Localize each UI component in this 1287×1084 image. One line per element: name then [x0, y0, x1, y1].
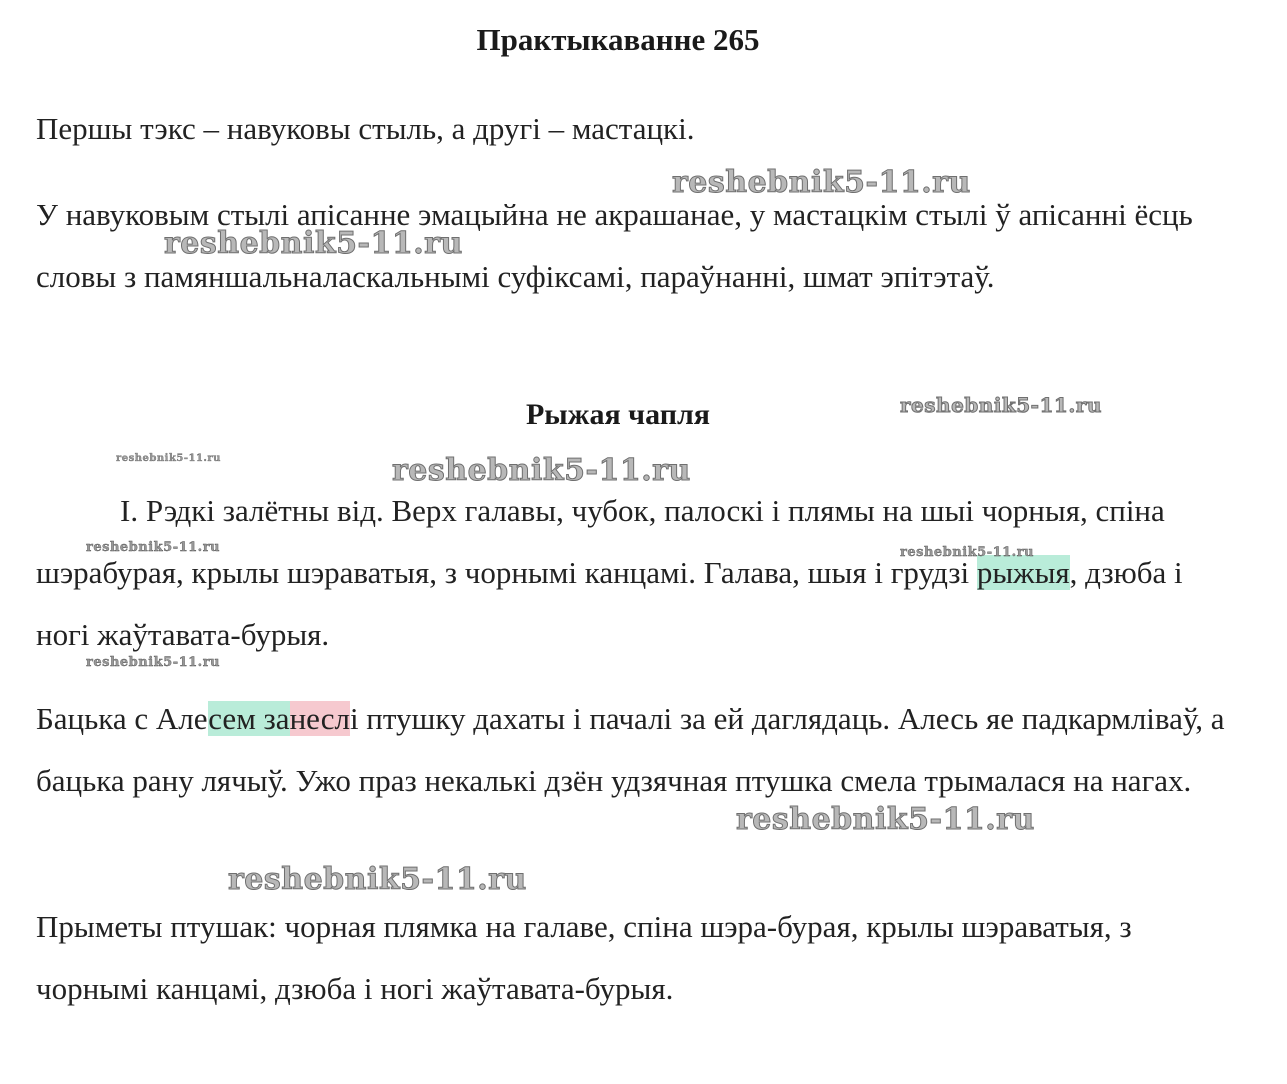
watermark-logo: reshebnik5-11.ru: [86, 655, 221, 670]
paragraph-bird-features: Прыметы птушак: чорная плямка на галаве, спіна шэра-бурая, крылы шэраватыя, з чорнымі канцамі, дзюба і ногі жаўтавата-бурыя.: [36, 909, 1132, 1006]
page-title: Практыкаванне 265: [476, 22, 760, 57]
story-part2: і птушку дахаты і пачалі за ей даглядаць. Алесь яе падкармліваў, а бацька рану лячыў. Ужо праз некалькі дзён удзячная птушка смела трымалася на нагах.: [36, 701, 1225, 798]
watermark-logo: reshebnik5-11.ru: [672, 165, 971, 200]
watermark-logo: reshebnik5-11.ru: [900, 393, 1102, 417]
paragraph-style-comparison: У навуковым стылі апісанне эмацыйна не акрашанае, у мастацкім стылі ў апісанні ёсць словы з памяншальналаскальнымі суфіксамі, параўнанні, шмат эпітэтаў.: [36, 197, 1193, 294]
highlighted-word: рыжыя: [976, 555, 1070, 590]
paragraph-heron-description: [36, 480, 1236, 666]
watermark-logo: reshebnik5-11.ru: [86, 540, 221, 555]
paragraph-style-intro: Першы тэкс – навуковы стыль, а другі – мастацкі.: [36, 111, 695, 146]
watermark-logo: reshebnik5-11.ru: [736, 802, 1035, 837]
highlighted-green-fragment: сем за: [208, 701, 290, 736]
watermark-logo: reshebnik5-11.ru: [228, 862, 527, 897]
watermark-logo: reshebnik5-11.ru: [116, 453, 221, 464]
text-subtitle: Рыжая чапля: [525, 398, 711, 431]
story-part1: Бацька с Але: [36, 701, 209, 736]
watermark-logo: reshebnik5-11.ru: [164, 226, 463, 261]
heron-description-part2: , дзюба і ногі жаўтавата-бурыя.: [36, 555, 1183, 652]
heron-description-part1: І. Рэдкі залётны від. Верх галавы, чубок, палоскі і плямы на шыі чорныя, спіна шэрабурая, крылы шэраватыя, з чорнымі канцамі. Галава, шыя і грудзі: [36, 493, 1165, 590]
highlighted-pink-fragment: несл: [289, 701, 350, 736]
paragraph-story: [36, 688, 1236, 812]
watermark-logo: reshebnik5-11.ru: [392, 453, 691, 488]
watermark-logo: reshebnik5-11.ru: [900, 545, 1035, 560]
